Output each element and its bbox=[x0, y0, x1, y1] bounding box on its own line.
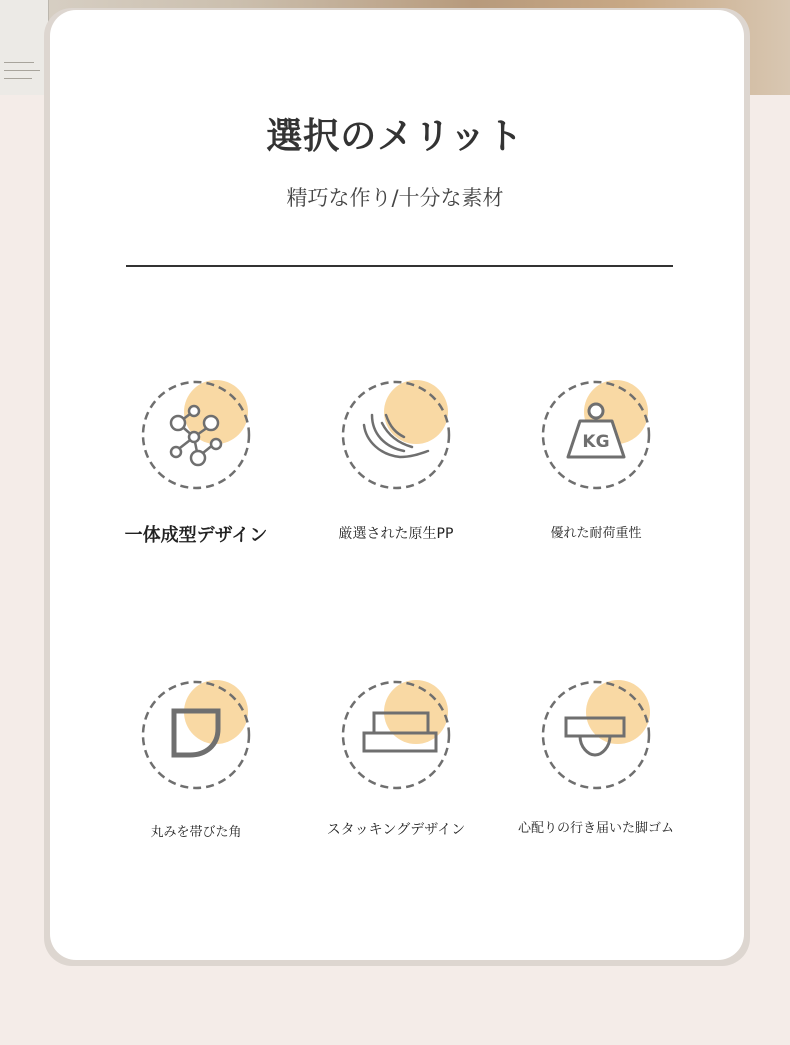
feature-one-piece bbox=[96, 375, 296, 546]
page-title: 選択のメリット bbox=[266, 116, 524, 157]
feature-label: 丸みを帯びた角 bbox=[150, 825, 242, 840]
feature-stacking bbox=[296, 675, 496, 838]
paper-sheet bbox=[0, 0, 49, 95]
rubber-foot-icon bbox=[536, 675, 656, 795]
feather-icon bbox=[336, 375, 456, 495]
feature-label: スタッキングデザイン bbox=[326, 822, 466, 838]
feature-rubber-foot bbox=[496, 675, 696, 836]
divider bbox=[126, 265, 673, 267]
rounded-corner-icon bbox=[136, 675, 256, 795]
page-subtitle: 精巧な作り/十分な素材 bbox=[286, 186, 504, 210]
molecule-icon bbox=[136, 375, 256, 495]
feature-load bbox=[496, 375, 696, 541]
feature-material bbox=[296, 375, 496, 542]
feature-label: 厳選された原生PP bbox=[338, 526, 454, 542]
feature-label: 一体成型デザイン bbox=[124, 525, 268, 546]
feature-rounded bbox=[96, 675, 296, 840]
weight-badge: KG bbox=[582, 432, 610, 452]
weight-icon bbox=[536, 375, 656, 495]
feature-label: 優れた耐荷重性 bbox=[550, 526, 642, 541]
feature-label: 心配りの行き届いた脚ゴム bbox=[517, 821, 674, 836]
stack-icon bbox=[336, 675, 456, 795]
